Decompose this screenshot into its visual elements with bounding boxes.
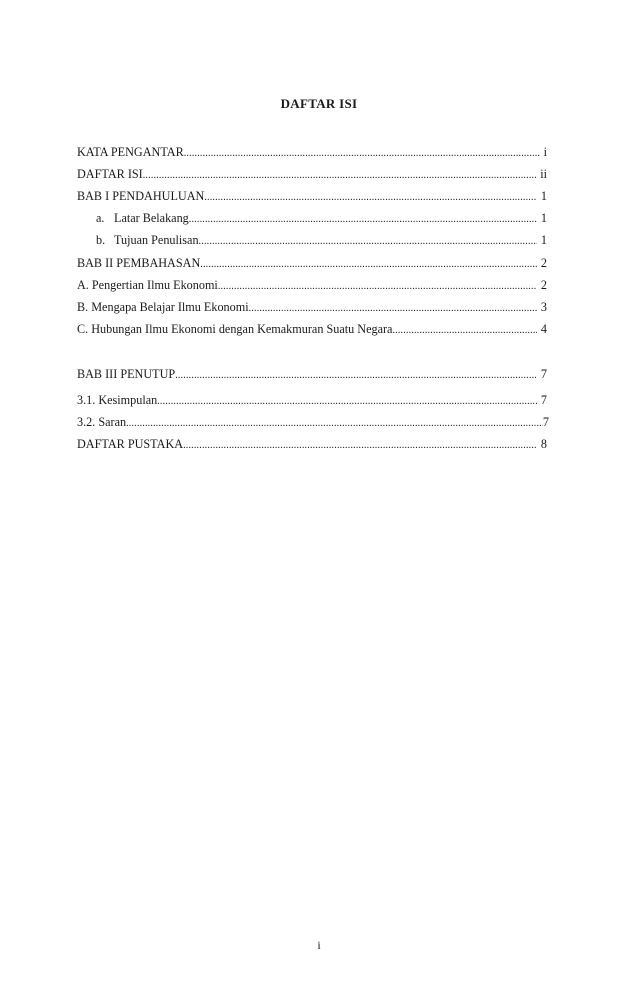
dot-leader — [392, 323, 536, 339]
toc-entry-page: 1 — [540, 189, 547, 203]
dot-leader — [249, 301, 537, 317]
toc-entry-label: DAFTAR PUSTAKA — [77, 437, 184, 451]
dot-leader — [218, 279, 537, 295]
toc-entry-label: 3.1. Kesimpulan — [77, 393, 158, 407]
toc-entry-page: 7 — [542, 415, 549, 429]
dot-leader — [199, 234, 537, 250]
toc-entry-page: 1 — [540, 211, 547, 225]
dot-leader — [200, 257, 537, 273]
toc-entry-page: 4 — [540, 322, 547, 336]
toc-entry-page: i — [543, 145, 547, 159]
dot-leader — [175, 368, 537, 384]
toc-entry-page: 7 — [540, 393, 547, 407]
toc-entry-page: 8 — [540, 437, 547, 451]
toc-entry-mengapa-belajar — [77, 299, 547, 317]
toc-entry-label: BAB III PENUTUP — [77, 367, 176, 381]
toc-entry-label: BAB I PENDAHULUAN — [77, 189, 205, 203]
toc-entry-label: KATA PENGANTAR — [77, 145, 184, 159]
toc-entry-label-wrap — [96, 210, 189, 226]
toc-entry-label-wrap — [96, 232, 199, 248]
toc-entry-daftar-isi — [77, 166, 547, 184]
toc-entry-page: 2 — [540, 256, 547, 270]
dot-leader — [183, 438, 537, 454]
toc-entry-daftar-pustaka — [77, 436, 547, 454]
toc-entry-bab-3 — [77, 366, 547, 384]
toc-entry-bab-2 — [77, 255, 547, 273]
toc-entry-kesimpulan — [77, 392, 547, 410]
page-title: DAFTAR ISI — [280, 96, 358, 111]
toc-entry-pengertian — [77, 277, 547, 295]
toc-entry-label: BAB II PEMBAHASAN — [77, 256, 201, 270]
toc-entry-label: C. Hubungan Ilmu Ekonomi dengan Kemakmuran Suatu Negara — [77, 322, 393, 336]
toc-entry-hubungan — [77, 321, 547, 339]
toc-entry-page: 2 — [540, 278, 547, 292]
toc-entry-page: 1 — [540, 233, 547, 247]
toc-entry-latar-belakang — [96, 210, 547, 228]
list-marker: a. — [96, 211, 105, 225]
toc-entry-label: DAFTAR ISI — [77, 167, 143, 181]
toc-entry-label: A. Pengertian Ilmu Ekonomi — [77, 278, 218, 292]
dot-leader — [157, 394, 537, 410]
toc-entry-kata-pengantar — [77, 144, 547, 162]
toc-entry-tujuan-penulisan — [96, 232, 547, 250]
toc-entry-label: 3.2. Saran — [77, 415, 127, 429]
toc-entry-saran — [77, 414, 549, 432]
toc-entry-label: Latar Belakang — [114, 211, 189, 225]
dot-leader — [143, 168, 536, 184]
toc-entry-bab-1 — [77, 188, 547, 206]
toc-entry-page: 7 — [540, 367, 547, 381]
list-marker: b. — [96, 233, 106, 247]
toc-entry-label: B. Mengapa Belajar Ilmu Ekonomi — [77, 300, 249, 314]
toc-entry-page: ii — [540, 167, 547, 181]
dot-leader — [184, 146, 540, 162]
toc-entry-label: Tujuan Penulisan — [114, 233, 199, 247]
dot-leader — [126, 416, 543, 432]
dot-leader — [204, 190, 537, 206]
toc-entry-page: 3 — [540, 300, 547, 314]
page-number: i — [317, 938, 321, 952]
dot-leader — [189, 212, 537, 228]
